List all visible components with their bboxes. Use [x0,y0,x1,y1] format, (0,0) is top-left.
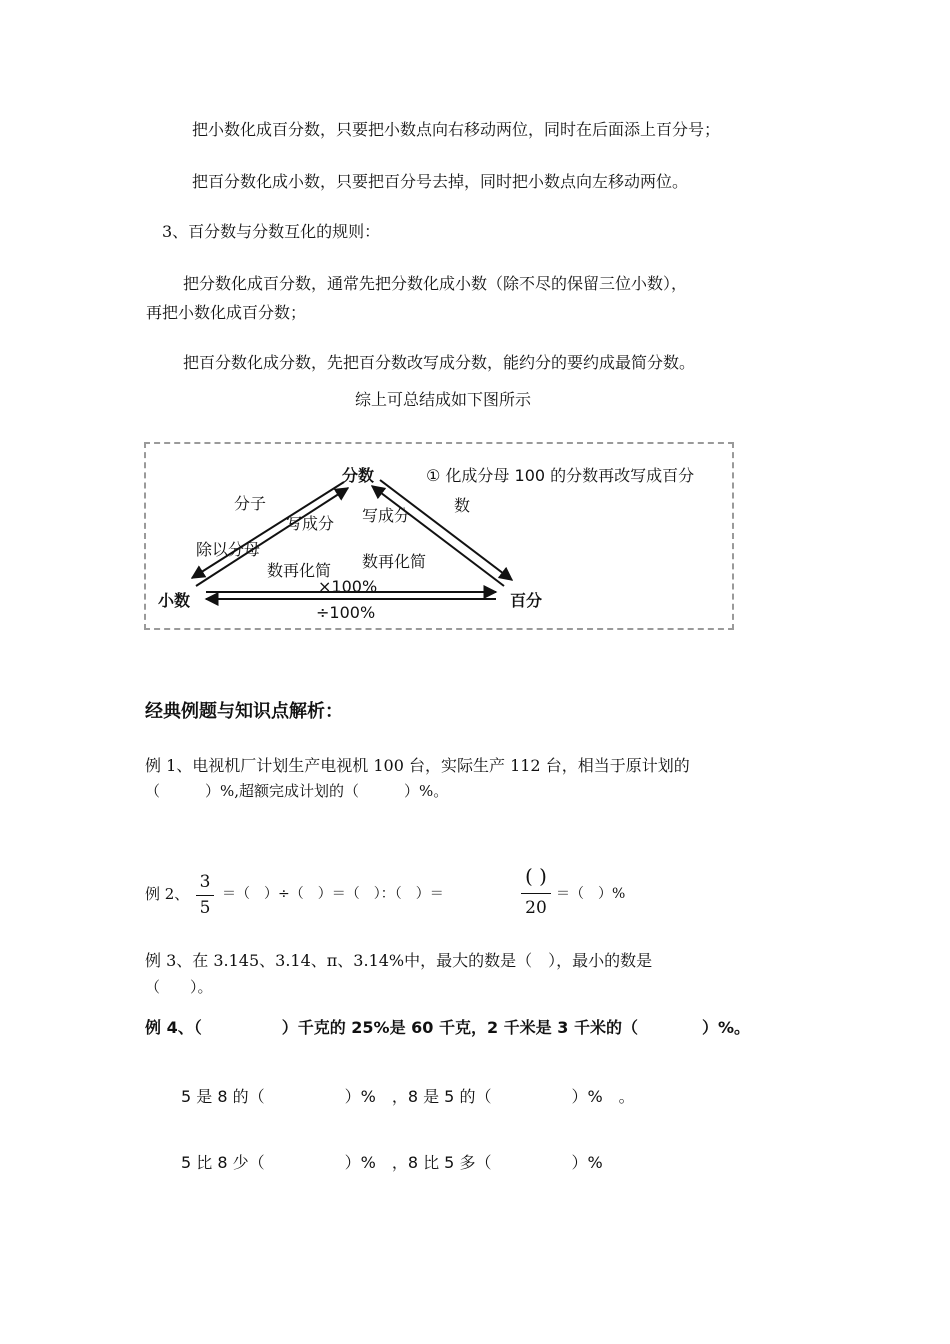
fraction-bar [196,895,214,896]
example-2-fraction [196,872,214,918]
fraction-denominator-20: 20 [525,898,547,918]
rule-decimal-to-percent: 把小数化成百分数，只要把小数点向右移动两位，同时在后面添上百分号； [192,120,721,139]
summary-caption: 综上可总结成如下图所示 [355,390,532,409]
example-2-middle: ＝（ ）÷（ ）＝（ ）：（ ）＝ [222,886,444,902]
label-right-write-b: 数再化简 [362,552,427,571]
example-4-line3: 5 比 8 少（ ）% ，8 比 5 多（ ）% [181,1153,603,1172]
diagram-note-line2: 数 [454,496,471,515]
label-numerator: 分子 [234,494,267,513]
label-times-100: ×100% [318,577,378,596]
rule-percent-to-decimal: 把百分数化成小数，只要把百分号去掉，同时把小数点向左移动两位。 [192,172,689,191]
example-3-line2: （ ）。 [145,978,213,996]
example-3-line1: 例 3、在 3.145、3.14、π、3.14%中，最大的数是（ ），最小的数是 [145,951,653,970]
diagram-note-line1: ① 化成分母 100 的分数再改写成百分 [426,466,695,485]
rule-fraction-to-percent-a: 把分数化成百分数，通常先把分数化成小数（除不尽的保留三位小数）， [183,274,688,293]
label-left-write-b: 数再化简 [267,561,332,580]
example-4-line2: 5 是 8 的（ ）% ，8 是 5 的（ ）% 。 [181,1087,635,1106]
example-1-line1: 例 1、电视机厂计划生产电视机 100 台，实际生产 112 台，相当于原计划的 [145,756,690,775]
section-title: 经典例题与知识点解析： [145,701,343,722]
example-2-prefix: 例 2、 [145,885,190,903]
node-decimal: 小数 [158,591,191,610]
fraction-numerator: 3 [199,872,211,892]
node-percent: 百分 [510,591,543,610]
rule-percent-to-fraction: 把百分数化成分数，先把百分数改写成分数，能约分的要约成最简分数。 [183,353,696,372]
label-divide-denominator: 除以分母 [196,540,261,559]
section-heading-3: 3、百分数与分数互化的规则： [162,222,381,241]
fraction-numerator-blank: ( ) [525,864,547,888]
label-left-write-a: 写成分 [286,514,335,533]
fraction-bar [521,893,551,894]
rule-fraction-to-percent-b: 再把小数化成百分数； [146,303,307,322]
node-fraction: 分数 [342,466,375,485]
example-2-fraction-20 [521,864,551,920]
example-1-line2: （ ）%,超额完成计划的（ ）%。 [145,782,449,800]
label-divide-100: ÷100% [316,603,376,622]
fraction-denominator: 5 [199,898,211,918]
label-right-write-a: 写成分 [362,506,411,525]
example-2-suffix: ＝（ ）% [556,886,626,902]
example-4-line1: 例 4、（ ）千克的 25%是 60 千克，2 千米是 3 千米的（ ）%。 [145,1018,750,1037]
